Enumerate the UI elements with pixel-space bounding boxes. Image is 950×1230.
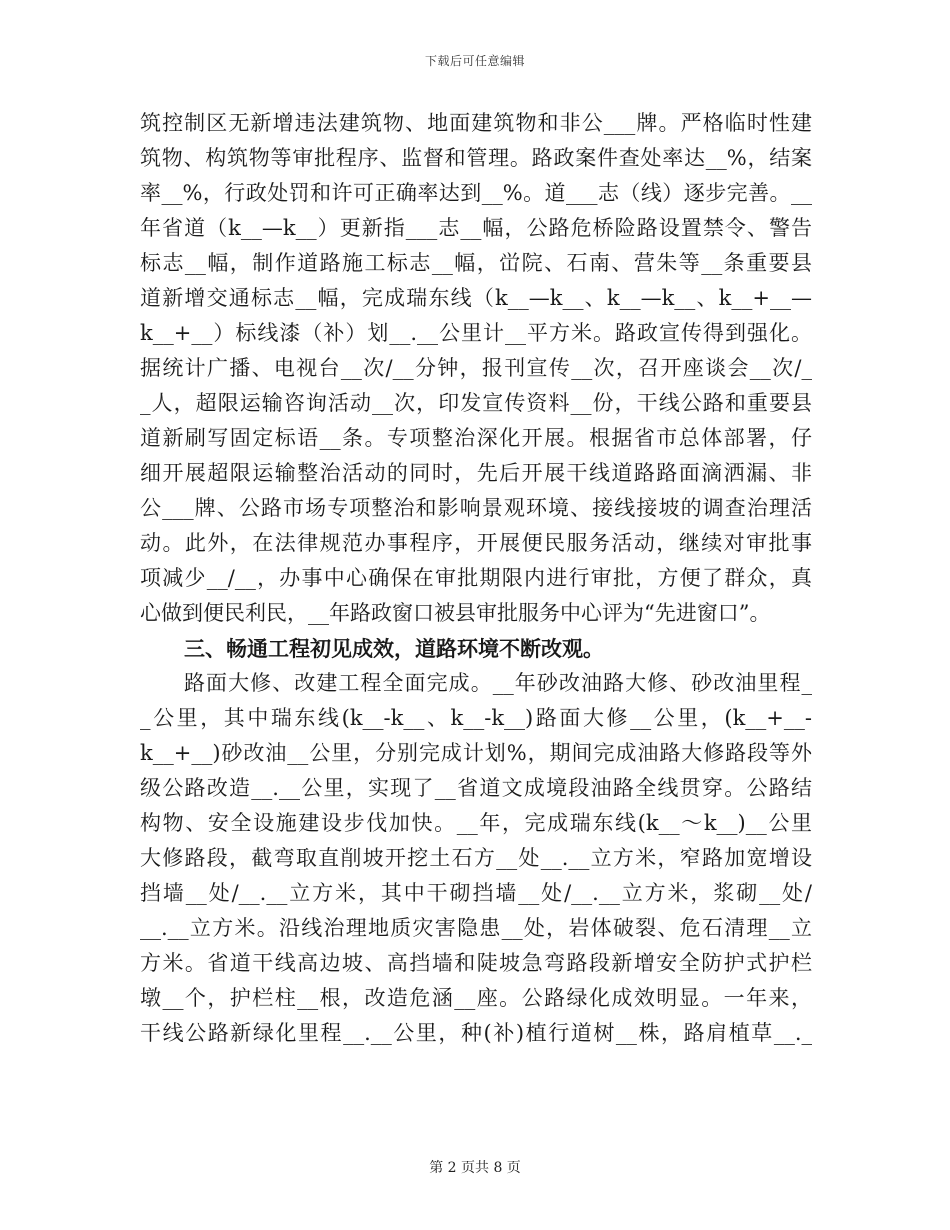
text-line: 公___牌、公路市场专项整治和影响景观环境、接线接坡的调查治理活 <box>140 496 812 520</box>
text-line: 道新刷写固定标语__条。专项整治深化开展。根据省市总体部署，仔 <box>140 426 812 450</box>
text-line: 干线公路新绿化里程__.__公里，种(补)植行道树__株，路肩植草__._ <box>140 1021 812 1045</box>
text-line: 级公路改造__.__公里，实现了__省道文成境段油路全线贯穿。公路结 <box>140 776 812 800</box>
text-line: __.__立方米。沿线治理地质灾害隐患__处，岩体破裂、危石清理__立 <box>140 916 812 940</box>
text-line: 挡墙__处/__.__立方米，其中干砌挡墙__处/__.__立方米，浆砌__处/ <box>140 881 812 905</box>
text-line: 动。此外，在法律规范办事程序，开展便民服务活动，继续对审批事 <box>140 531 812 555</box>
text-line: _人，超限运输咨询活动__次，印发宣传资料__份，干线公路和重要县 <box>140 391 812 415</box>
text-line: 项减少__/__，办事中心确保在审批期限内进行审批，方便了群众，真 <box>140 566 812 590</box>
text-line: 率__%，行政处罚和许可正确率达到__%。道___志（线）逐步完善。__ <box>140 181 812 205</box>
text-line: 大修路段，截弯取直削坡开挖土石方__处__.__立方米，窄路加宽增设 <box>140 846 812 870</box>
text-line: 细开展超限运输整治活动的同时，先后开展干线道路路面滴洒漏、非 <box>140 461 812 485</box>
text-line: 筑物、构筑物等审批程序、监督和管理。路政案件查处率达__%，结案 <box>140 146 812 170</box>
text-line: 路面大修、改建工程全面完成。__年砂改油路大修、砂改油里程_ <box>184 671 812 695</box>
text-line: _公里，其中瑞东线(k__-k__、k__-k__)路面大修__公里，(k__+__- <box>140 706 812 730</box>
section-heading: 三、畅通工程初见成效，道路环境不断改观。 <box>184 636 604 661</box>
text-line: 筑控制区无新增违法建筑物、地面建筑物和非公___牌。严格临时性建 <box>140 111 812 135</box>
text-line: 道新增交通标志__幅，完成瑞东线（k__—k__、k__—k__、k__+__— <box>140 286 812 310</box>
text-line: 标志__幅，制作道路施工标志__幅，峃院、石南、营朱等__条重要县 <box>140 251 812 275</box>
text-line: k__+__）标线漆（补）划__.__公里计__平方米。路政宣传得到强化。 <box>140 321 812 345</box>
page-number: 第 2 页共 8 页 <box>429 1160 521 1176</box>
text-line: 据统计广播、电视台__次/__分钟，报刊宣传__次，召开座谈会__次/_ <box>140 356 812 380</box>
document-body <box>140 106 812 1051</box>
page-header-note: 下载后可任意编辑 <box>424 54 525 68</box>
text-line: 年省道（k__—k__）更新指___志__幅，公路危桥险路设置禁令、警告 <box>140 216 812 240</box>
text-line: 构物、安全设施建设步伐加快。__年，完成瑞东线(k__～k__)__公里 <box>140 811 812 835</box>
text-line: 方米。省道干线高边坡、高挡墙和陡坡急弯路段新增安全防护式护栏 <box>140 951 812 975</box>
text-line: k__+__)砂改油__公里，分别完成计划%，期间完成油路大修路段等外 <box>140 741 812 765</box>
text-line: 心做到便民利民，__年路政窗口被县审批服务中心评为“先进窗口”。 <box>140 601 771 625</box>
text-line: 墩__个，护栏柱__根，改造危涵__座。公路绿化成效明显。一年来， <box>140 986 812 1010</box>
